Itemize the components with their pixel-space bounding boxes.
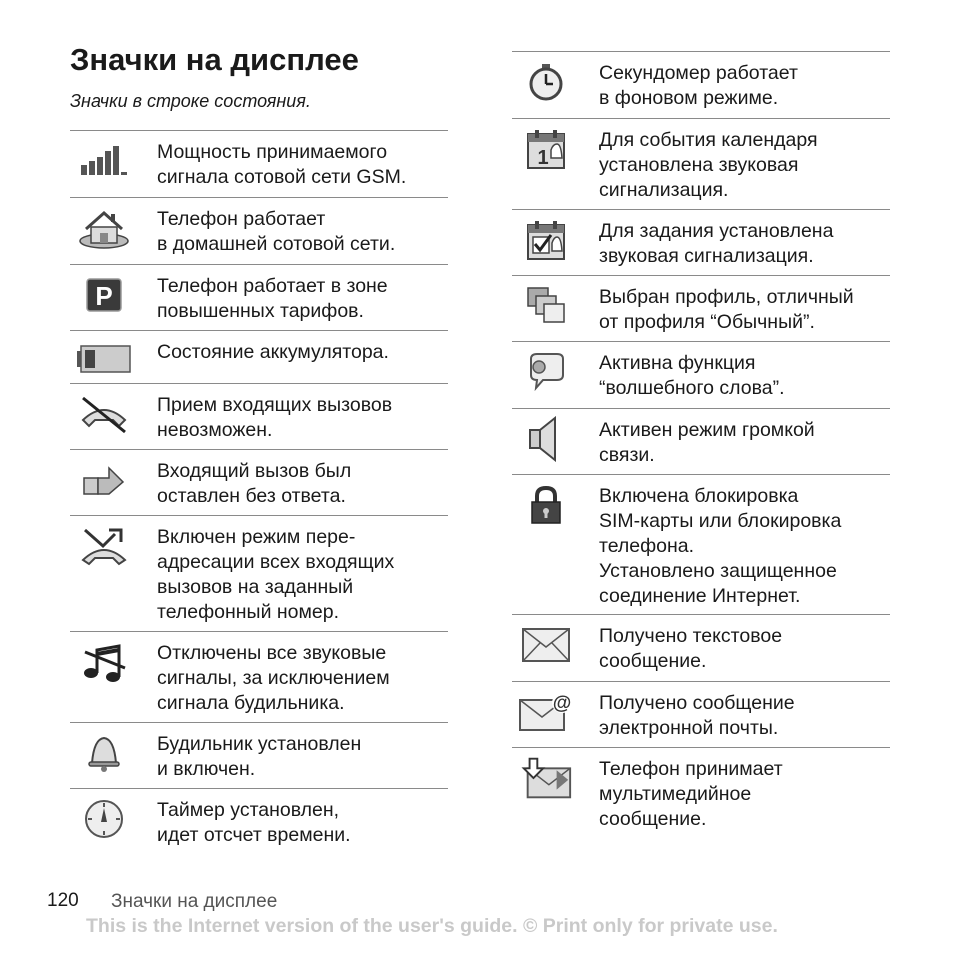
item-description: Будильник установлен и включен. — [157, 733, 362, 780]
list-item — [512, 341, 890, 408]
item-description: Для события календаря установлена звуковая сигнализация. — [599, 129, 818, 201]
item-description: Получено сообщение электронной почты. — [599, 692, 795, 739]
list-item — [70, 383, 448, 449]
item-description: Таймер установлен, идет отсчет времени. — [157, 799, 351, 846]
call-forward-icon — [76, 526, 132, 566]
item-description: Получено текстовое сообщение. — [599, 625, 783, 672]
item-description: Телефон работает в домашней сотовой сети. — [157, 208, 396, 255]
page-title: Значки на дисплее — [70, 42, 359, 77]
page-subtitle: Значки в строке состояния. — [70, 91, 311, 111]
task-alarm-icon — [518, 220, 574, 260]
home-network-icon — [76, 208, 132, 248]
list-item — [512, 747, 890, 838]
list-item — [70, 130, 448, 197]
item-description: Телефон работает в зоне повышенных тарифов. — [157, 275, 388, 322]
item-description: Активна функция “волшебного слова”. — [599, 352, 785, 399]
signal-strength-icon — [76, 141, 132, 181]
list-item — [70, 264, 448, 330]
list-item — [512, 209, 890, 275]
lock-icon — [518, 485, 574, 525]
silent-mode-icon — [76, 642, 132, 682]
item-description: Состояние аккумулятора. — [157, 341, 389, 363]
page-number: 120 — [47, 890, 79, 911]
footer-notice: This is the Internet version of the user's guide. © Print only for private use. — [86, 915, 778, 937]
item-description: Выбран профиль, отличный от профиля “Обычный”. — [599, 286, 854, 333]
calls-blocked-icon — [76, 394, 132, 434]
item-description: Прием входящих вызовов невозможен. — [157, 394, 393, 441]
list-item — [512, 408, 890, 474]
speaker-icon — [518, 419, 574, 459]
calendar-alarm-icon — [518, 129, 574, 169]
footer-section-title: Значки на дисплее — [111, 891, 278, 912]
list-item — [512, 474, 890, 614]
email-icon — [518, 692, 574, 732]
list-item — [512, 681, 890, 747]
timer-icon — [76, 799, 132, 839]
stopwatch-icon — [518, 62, 574, 102]
list-item — [512, 118, 890, 209]
battery-icon — [76, 339, 132, 379]
list-item — [70, 722, 448, 788]
item-description: Мощность принимаемого сигнала сотовой сети GSM. — [157, 141, 407, 188]
list-item — [70, 330, 448, 383]
item-description: Включена блокировка SIM-карты или блокировка телефона. Установлено защищенное соединение Интернет. — [599, 485, 842, 607]
list-item — [512, 275, 890, 341]
item-description: Входящий вызов был оставлен без ответа. — [157, 460, 352, 507]
right-icon-table — [512, 51, 890, 838]
left-icon-table — [70, 130, 448, 860]
item-description: Включен режим пере- адресации всех входящих вызовов на заданный телефонный номер. — [157, 526, 395, 623]
item-description: Секундомер работает в фоновом режиме. — [599, 62, 798, 109]
list-item — [70, 788, 448, 860]
item-description: Активен режим громкой связи. — [599, 419, 815, 466]
mms-icon — [518, 758, 574, 798]
item-description: Для задания установлена звуковая сигнализация. — [599, 220, 834, 267]
svg-text:P: P — [95, 281, 113, 311]
missed-call-icon — [76, 460, 132, 500]
list-item — [70, 515, 448, 631]
list-item — [512, 614, 890, 681]
list-item — [70, 197, 448, 264]
item-description: Отключены все звуковые сигналы, за исключением сигнала будильника. — [157, 642, 390, 714]
list-item — [70, 631, 448, 722]
sms-icon — [518, 625, 574, 665]
item-description: Телефон принимает мультимедийное сообщение. — [599, 758, 783, 830]
list-item — [70, 449, 448, 515]
svg-text:@: @ — [552, 693, 572, 714]
premium-zone-icon — [76, 275, 132, 315]
profile-icon — [518, 286, 574, 326]
magic-word-icon — [518, 352, 574, 392]
svg-text:1: 1 — [537, 147, 549, 169]
list-item — [512, 51, 890, 118]
alarm-bell-icon — [76, 733, 132, 773]
